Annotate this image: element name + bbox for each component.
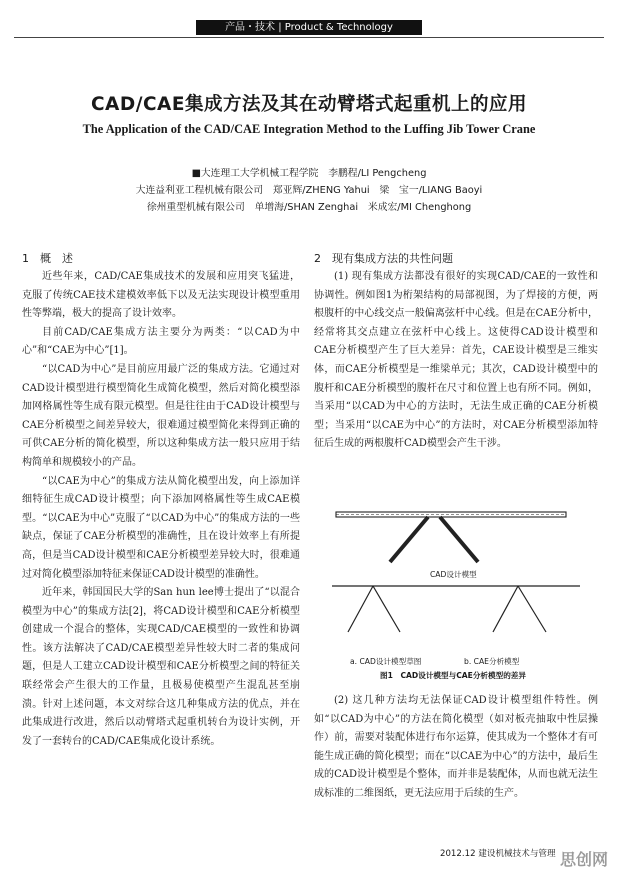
beam-member-right-b [518, 586, 546, 632]
title-chinese: CAD/CAE集成方法及其在动臂塔式起重机上的应用 [90, 94, 528, 115]
figure-model-label: CAD设计模型 [430, 570, 477, 579]
title-english: The Application of the CAD/CAE Integration Method to the Luffing Jib Tower Crane [82, 122, 536, 136]
section-2-heading: 2 现有集成方法的共性问题 [314, 252, 453, 265]
header-rule [14, 37, 604, 38]
figure-caption: 图1 CAD设计模型与CAE分析模型的差异 [380, 671, 526, 680]
web-member-left [390, 517, 428, 562]
section-1-heading: 1 概 述 [22, 252, 73, 265]
author-line-1: ■大连理工大学机械工程学院 李鹏程/LI Pengcheng [191, 168, 427, 179]
header-banner: 产品・技术 | Product & Technology [196, 20, 422, 35]
paragraph: 目前CAD/CAE集成方法主要分为两类：“以CAD为中心”和“CAE为中心”[1]。 [22, 326, 300, 357]
paragraph: (1) 现有集成方法都没有很好的实现CAD/CAE的一致性和协调性。例如图1为桁架结构的局部视图，为了焊接的方便，两根腹杆的中心线交点一般偏离弦杆中心线。但是在CAE分析中，经常将其交点建立在弦杆中心线上。这使得CAD设计模型和CAE分析模型产生了巨大差异：首先，CAE设计模型是三维实体，而CAE分析模型是一维梁单元；其次，CAD设计模型中的腹杆和CAE分析模型的腹杆在尺寸和位置上也有所不同。例如，当采用“以CAD为中心的方法时，无法生成正确的CAE分析模型；当采用“以CAE为中心”的方法时，对CAE分析模型添加特征后生成的两根腹杆CAD模型会产生干涉。 [314, 271, 598, 450]
right-column-top [314, 268, 598, 454]
figure-sublabel-a: a. CAD设计模型草图 [350, 657, 422, 666]
watermark-logo: 思创网 [559, 850, 608, 869]
figure-sublabel-b: b. CAE分析模型 [464, 657, 520, 666]
paragraph: 近些年来，CAD/CAE集成技术的发展和应用突飞猛进，克服了传统CAE技术建模效率低下以及无法实现设计模型重用性等弊端，极大的提高了设计效率。 [22, 271, 300, 320]
figure-b-beam [332, 586, 580, 632]
author-line-3: 徐州重型机械有限公司 单增海/SHAN Zenghai 米成宏/MI Chenghong [146, 202, 472, 213]
paragraph: “以CAE为中心”的集成方法从简化模型出发，向上添加详细特征生成CAD设计模型；向下添加网格属性等生成CAE模型。“以CAE为中心”克服了“以CAD为中心”的集成方法的一些缺点，保证了CAE分析模型的准确性，且在设计效率上有所提高，但是当CAD设计模型和CAE分析模型差异较大时，很难通过对简化模型添加特征来保证CAD设计模型的准确性。 [22, 475, 300, 580]
paragraph: (2) 这几种方法均无法保证CAD设计模型组件特性。例如“以CAD为中心”的方法在简化模型（如对板壳抽取中性层操作）前，需要对装配体进行布尔运算，使其成为一个整体才有可能生成正确的简化模型；而在“以CAE为中心”的方法中，最后生成的CAD设计模型是个整体，而并非是装配体，从而也就无法生成标准的二维图纸，更无法应用于后续的生产。 [314, 695, 598, 799]
figure-1 [318, 502, 600, 682]
beam-member-left-a [348, 586, 373, 632]
left-column [22, 268, 300, 751]
right-column-bottom [314, 692, 598, 804]
web-member-right [440, 517, 478, 562]
footer-journal: 2012.12 建设机械技术与管理 [440, 849, 556, 859]
figure-a-truss [336, 512, 566, 562]
beam-member-left-b [493, 586, 518, 632]
author-line-2: 大连益利亚工程机械有限公司 郑亚辉/ZHENG Yahui 梁 宝一/LIANG Baoyi [135, 185, 483, 196]
beam-member-right-a [373, 586, 400, 632]
paragraph: 近年来，韩国国民大学的San hun lee博士提出了“以混合模型为中心”的集成方法[2]，将CAD设计模型和CAE分析模型创建成一个混合的整体，实现CAD/CAE模型的一致性和协调性。该方法解决了CAD/CAE模型差异性较大时二者的集成问题，但是人工建立CAD设计模型和CAE分析模型之间的特征关联经常会产生很大的工作量，且极易使模型产生混乱甚至崩溃。针对上述问题，本文对综合这几种集成方法的优点，并在此集成进行改进，然后以动臂塔式起重机转台为设计实例，开发了一套转台的CAD/CAE集成化设计系统。 [22, 587, 300, 747]
paragraph: “以CAD为中心”是目前应用最广泛的集成方法。它通过对CAD设计模型进行模型简化生成简化模型，然后对简化模型添加网格属性等生成有限元模型。但是往往由于CAD设计模型与CAE分析模型之间差异较大，很难通过模型简化来得到正确的可供CAE分析的简化模型，所以这种集成方法一般只应用于结构简单和规模较小的产品。 [22, 363, 300, 468]
